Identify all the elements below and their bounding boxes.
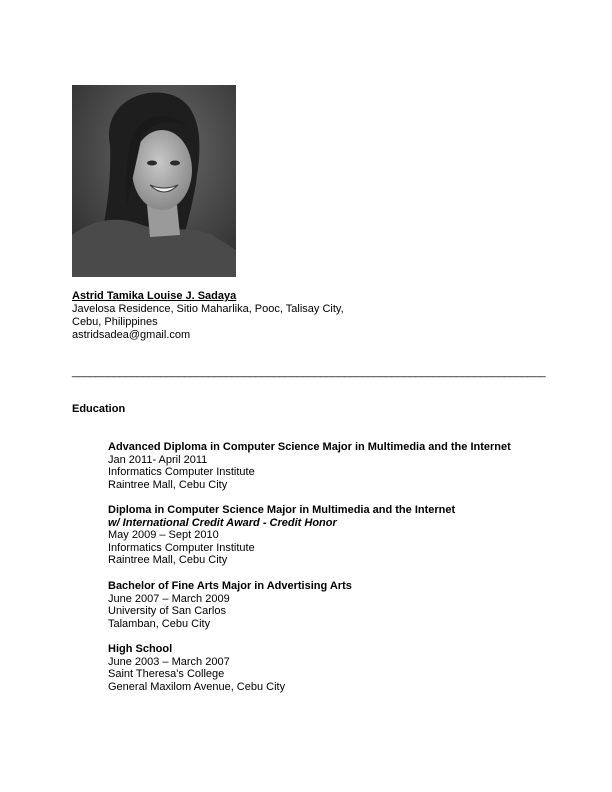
school-name: Saint Theresa's College — [108, 668, 225, 681]
date-range: May 2009 – Sept 2010 — [108, 529, 219, 542]
date-range: Jan 2011- April 2011 — [108, 453, 208, 466]
school-name: Informatics Computer Institute — [108, 466, 255, 479]
address-line-2: Cebu, Philippines — [72, 316, 158, 328]
education-entry — [108, 580, 588, 630]
degree-title: Diploma in Computer Science Major in Multimedia and the Internet — [108, 504, 456, 516]
section-title-education: Education — [72, 403, 126, 415]
education-entry — [108, 441, 588, 491]
separator-line: ________________________________________________________________________________ — [72, 366, 546, 378]
degree-title: Advanced Diploma in Computer Science Major in Multimedia and the Internet — [108, 441, 511, 453]
degree-title: Bachelor of Fine Arts Major in Advertising Arts — [108, 580, 352, 592]
education-entry — [108, 504, 588, 567]
education-entry — [108, 643, 588, 693]
contact-block — [72, 290, 344, 342]
degree-title: High School — [108, 643, 173, 655]
profile-photo — [72, 85, 236, 277]
portrait-image — [72, 85, 236, 277]
email: astridsadea@gmail.com — [72, 329, 191, 341]
school-location: General Maxilom Avenue, Cebu City — [108, 680, 286, 693]
honor-note: w/ International Credit Award - Credit Honor — [108, 516, 337, 529]
candidate-name: Astrid Tamika Louise J. Sadaya — [72, 290, 237, 302]
school-location: Raintree Mall, Cebu City — [108, 554, 228, 567]
date-range: June 2003 – March 2007 — [108, 655, 230, 668]
school-name: Informatics Computer Institute — [108, 541, 255, 554]
school-location: Talamban, Cebu City — [108, 617, 211, 630]
school-name: University of San Carlos — [108, 605, 226, 618]
school-location: Raintree Mall, Cebu City — [108, 478, 228, 491]
date-range: June 2007 – March 2009 — [108, 592, 230, 605]
address-line-1: Javelosa Residence, Sitio Maharlika, Pooc, Talisay City, — [72, 303, 344, 315]
